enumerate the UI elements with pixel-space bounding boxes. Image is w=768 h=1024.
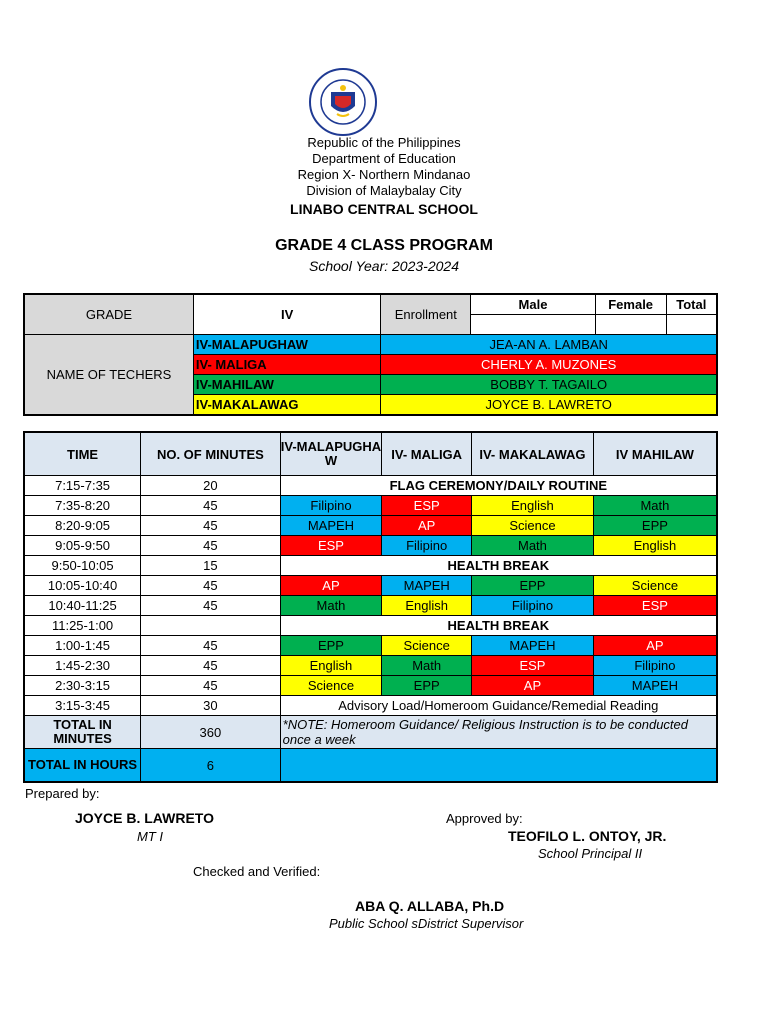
header-malapughaw: IV-MALAPUGHAW: [280, 432, 382, 476]
teacher-name: JEA-AN A. LAMBAN: [381, 335, 717, 355]
header-maliga: IV- MALIGA: [382, 432, 472, 476]
subject-cell: Filipino: [382, 536, 472, 556]
approved-label: Approved by:: [446, 811, 523, 826]
female-value: [595, 315, 666, 335]
subject-cell: MAPEH: [593, 676, 717, 696]
subject-cell: Filipino: [280, 496, 382, 516]
minutes-cell: 45: [141, 516, 281, 536]
male-label: Male: [471, 294, 595, 315]
section-name: IV-MAHILAW: [193, 375, 381, 395]
span-cell: Advisory Load/Homeroom Guidance/Remedial Reading: [280, 696, 717, 716]
teachers-label: NAME OF TECHERS: [24, 335, 193, 416]
span-cell: FLAG CEREMONY/DAILY ROUTINE: [280, 476, 717, 496]
subject-cell: Math: [280, 596, 382, 616]
female-label: Female: [595, 294, 666, 315]
total-minutes-value: 360: [141, 716, 281, 749]
time-cell: 10:05-10:40: [24, 576, 141, 596]
total-label: Total: [666, 294, 717, 315]
span-cell: HEALTH BREAK: [280, 556, 717, 576]
subject-cell: MAPEH: [382, 576, 472, 596]
span-cell: HEALTH BREAK: [280, 616, 717, 636]
minutes-cell: 45: [141, 576, 281, 596]
subject-cell: Math: [382, 656, 472, 676]
teacher-name: JOYCE B. LAWRETO: [381, 395, 717, 416]
school-name: LINABO CENTRAL SCHOOL: [290, 201, 478, 217]
header-line4: Division of Malaybalay City: [306, 183, 462, 198]
subject-cell: English: [593, 536, 717, 556]
subject-cell: Science: [472, 516, 594, 536]
section-name: IV-MALAPUGHAW: [193, 335, 381, 355]
minutes-cell: 45: [141, 676, 281, 696]
note-text: *NOTE: Homeroom Guidance/ Religious Instruction is to be conducted once a week: [280, 716, 717, 749]
subject-cell: Math: [593, 496, 717, 516]
time-cell: 11:25-1:00: [24, 616, 141, 636]
subject-cell: English: [472, 496, 594, 516]
time-cell: 1:00-1:45: [24, 636, 141, 656]
grade-info-table: [23, 293, 718, 416]
header-line1: Republic of the Philippines: [307, 135, 461, 150]
teacher-name: CHERLY A. MUZONES: [381, 355, 717, 375]
male-value: [471, 315, 595, 335]
subject-cell: ESP: [280, 536, 382, 556]
checked-label: Checked and Verified:: [193, 864, 321, 879]
subject-cell: EPP: [382, 676, 472, 696]
subject-cell: EPP: [472, 576, 594, 596]
subject-cell: AP: [280, 576, 382, 596]
minutes-cell: 45: [141, 636, 281, 656]
time-cell: 9:50-10:05: [24, 556, 141, 576]
minutes-cell: 45: [141, 656, 281, 676]
total-hours-label: TOTAL IN HOURS: [24, 749, 141, 783]
subject-cell: AP: [472, 676, 594, 696]
seal-icon: [309, 68, 377, 136]
subject-cell: AP: [382, 516, 472, 536]
time-cell: 3:15-3:45: [24, 696, 141, 716]
header-line3: Region X- Northern Mindanao: [297, 167, 471, 182]
subject-cell: English: [280, 656, 382, 676]
subject-cell: Math: [472, 536, 594, 556]
page-title: GRADE 4 CLASS PROGRAM: [275, 237, 493, 254]
class-schedule-table: [23, 431, 718, 783]
minutes-cell: 45: [141, 596, 281, 616]
prepared-name: JOYCE B. LAWRETO: [75, 810, 214, 826]
subject-cell: ESP: [382, 496, 472, 516]
header-mahilaw: IV MAHILAW: [593, 432, 717, 476]
subject-cell: Filipino: [593, 656, 717, 676]
time-cell: 1:45-2:30: [24, 656, 141, 676]
approved-name: TEOFILO L. ONTOY, JR.: [508, 828, 667, 844]
subject-cell: Science: [382, 636, 472, 656]
minutes-cell: 45: [141, 496, 281, 516]
subject-cell: English: [382, 596, 472, 616]
checked-title: Public School sDistrict Supervisor: [329, 916, 524, 931]
minutes-cell: 30: [141, 696, 281, 716]
subject-cell: ESP: [593, 596, 717, 616]
teacher-name: BOBBY T. TAGAILO: [381, 375, 717, 395]
subject-cell: Filipino: [472, 596, 594, 616]
total-value: [666, 315, 717, 335]
checked-name: ABA Q. ALLABA, Ph.D: [355, 898, 505, 914]
grade-value: IV: [193, 294, 381, 335]
school-year: School Year: 2023-2024: [309, 258, 459, 274]
time-cell: 2:30-3:15: [24, 676, 141, 696]
time-cell: 8:20-9:05: [24, 516, 141, 536]
enrollment-label: Enrollment: [381, 294, 471, 335]
section-name: IV- MALIGA: [193, 355, 381, 375]
header-minutes: NO. OF MINUTES: [141, 432, 281, 476]
subject-cell: EPP: [280, 636, 382, 656]
minutes-cell: 15: [141, 556, 281, 576]
subject-cell: MAPEH: [472, 636, 594, 656]
grade-label: GRADE: [24, 294, 193, 335]
subject-cell: MAPEH: [280, 516, 382, 536]
subject-cell: Science: [593, 576, 717, 596]
minutes-cell: 45: [141, 536, 281, 556]
header-time: TIME: [24, 432, 141, 476]
prepared-title: MT I: [137, 829, 163, 844]
time-cell: 7:15-7:35: [24, 476, 141, 496]
prepared-label: Prepared by:: [25, 786, 100, 801]
approved-title: School Principal II: [538, 846, 643, 861]
total-hours-value: 6: [141, 749, 281, 783]
subject-cell: Science: [280, 676, 382, 696]
total-minutes-label: TOTAL IN MINUTES: [24, 716, 141, 749]
subject-cell: AP: [593, 636, 717, 656]
subject-cell: EPP: [593, 516, 717, 536]
minutes-cell: 20: [141, 476, 281, 496]
minutes-cell: [141, 616, 281, 636]
header-line2: Department of Education: [312, 151, 456, 166]
total-hours-blank: [280, 749, 717, 783]
time-cell: 10:40-11:25: [24, 596, 141, 616]
section-name: IV-MAKALAWAG: [193, 395, 381, 416]
time-cell: 9:05-9:50: [24, 536, 141, 556]
subject-cell: ESP: [472, 656, 594, 676]
deped-seal: [309, 68, 377, 136]
header-makalawag: IV- MAKALAWAG: [472, 432, 594, 476]
time-cell: 7:35-8:20: [24, 496, 141, 516]
